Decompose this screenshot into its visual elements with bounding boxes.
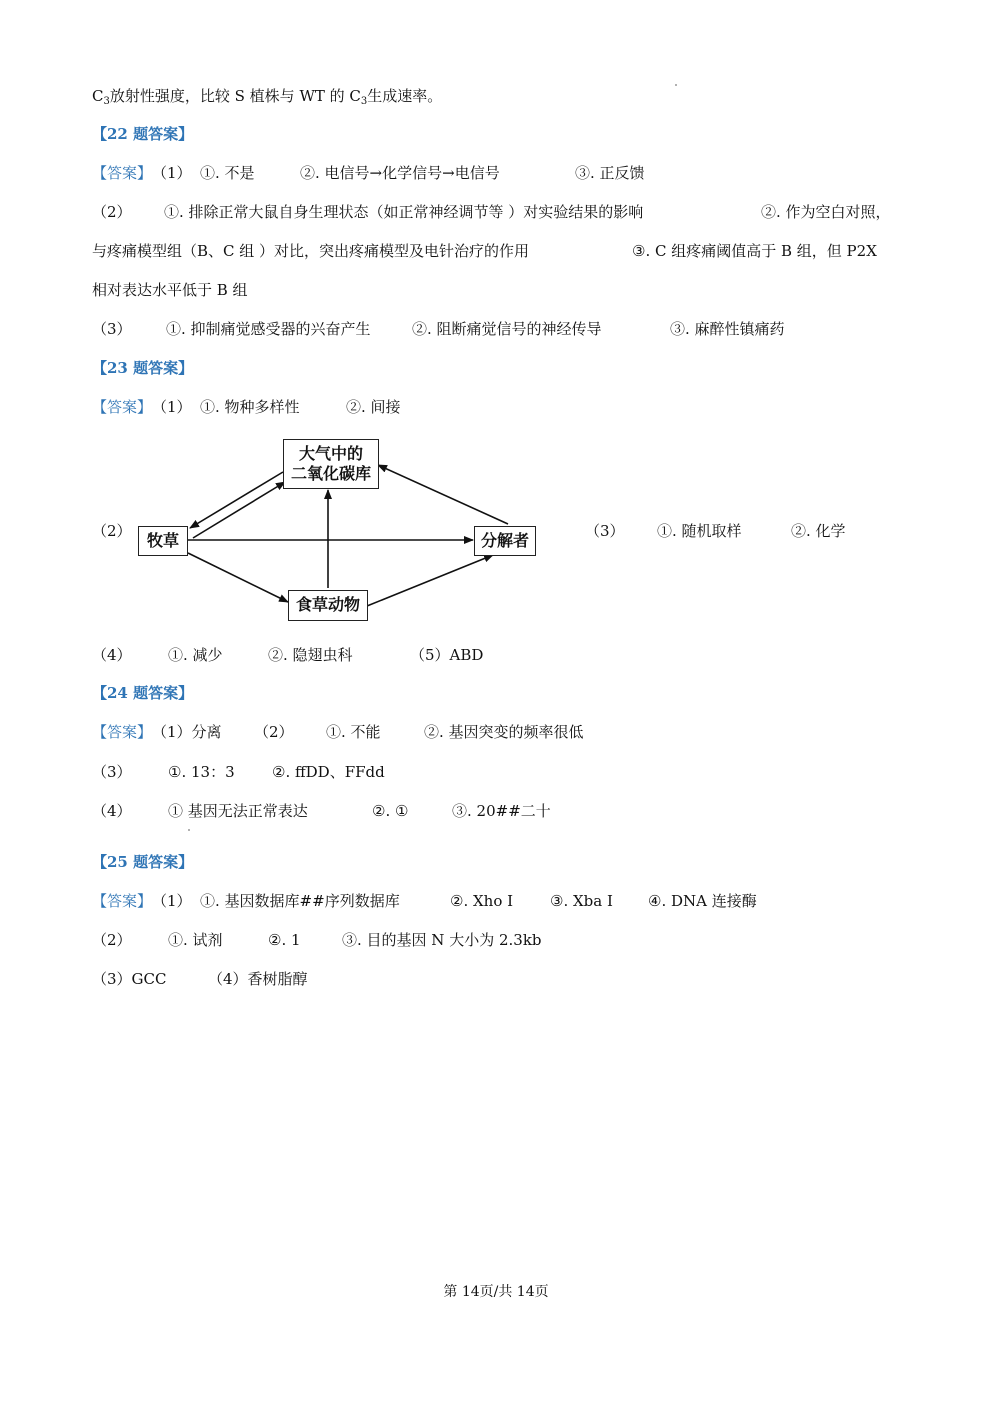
carbon-cycle-diagram xyxy=(0,0,992,700)
q25-line3: （3）GCC （4）香树脂醇 xyxy=(92,970,308,988)
decomposer-box: 分解者 xyxy=(474,526,536,556)
q23-heading: 【23 题答案】 xyxy=(92,359,194,377)
q25-line1: 【答案】（1） ①. 基因数据库##序列数据库 ②. Xho I ③. Xba I ④. DNA 连接酶 xyxy=(92,892,757,910)
arrow-decomposer-to-atmosphere xyxy=(378,465,508,524)
atmosphere-co2-box: 大气中的 二氧化碳库 xyxy=(283,439,379,489)
q24-line1: 【答案】（1）分离 （2） ①. 不能 ②. 基因突变的频率很低 xyxy=(92,723,584,741)
answer-label: 【答案】 xyxy=(92,398,153,416)
q22-line3: 与疼痛模型组（B、C 组 ）对比，突出疼痛模型及电针治疗的作用 ③. C 组疼痛阈值高于 B 组，但 P2X xyxy=(92,242,877,260)
q23-part2-label: （2） xyxy=(92,522,132,540)
q24-line3: （4） ① 基因无法正常表达 ②. ① ③. 20##二十 xyxy=(92,802,551,820)
arrow-grass-to-herbivore xyxy=(188,553,288,602)
q23-line4: （4） ①. 减少 ②. 隐翅虫科 （5）ABD xyxy=(92,646,484,664)
page-number-footer: 第 14页/共 14页 xyxy=(443,1284,549,1300)
answer-label: 【答案】 xyxy=(92,723,153,741)
q22-heading: 【22 题答案】 xyxy=(92,125,194,143)
q23-line1: 【答案】（1） ①. 物种多样性 ②. 间接 xyxy=(92,398,401,416)
grass-box: 牧草 xyxy=(138,526,188,556)
answer-label: 【答案】 xyxy=(92,892,153,910)
q25-line2: （2） ①. 试剂 ②. 1 ③. 目的基因 N 大小为 2.3kb xyxy=(92,931,542,949)
q22-line1: 【答案】（1） ①. 不是 ②. 电信号→化学信号→电信号 ③. 正反馈 xyxy=(92,164,645,182)
arrow-atmosphere-to-grass xyxy=(190,472,283,528)
answer-label: 【答案】 xyxy=(92,164,153,182)
q24-heading: 【24 题答案】 xyxy=(92,684,194,702)
q22-line4: 相对表达水平低于 B 组 xyxy=(92,281,248,299)
arrow-grass-to-atmosphere xyxy=(193,482,285,538)
herbivore-box: 食草动物 xyxy=(288,590,368,621)
q22-line5: （3） ①. 抑制痛觉感受器的兴奋产生 ②. 阻断痛觉信号的神经传导 ③. 麻醉性镇痛药 xyxy=(92,320,785,338)
q25-heading: 【25 题答案】 xyxy=(92,853,194,871)
q23-line3: （3） ①. 随机取样 ②. 化学 xyxy=(585,522,846,540)
continuation-line: $C_3$放射性强度，比较 S 植株与 WT 的 $C_3$生成速率。 xyxy=(92,87,443,107)
q22-line2: （2） ①. 排除正常大鼠自身生理状态（如正常神经调节等 ）对实验结果的影响 ②. 作为空白对照， xyxy=(92,203,891,221)
stray-dot xyxy=(188,829,190,831)
q24-line2: （3） ①. 13：3 ②. ffDD、FFdd xyxy=(92,763,385,781)
arrow-herbivore-to-decomposer xyxy=(367,555,493,606)
